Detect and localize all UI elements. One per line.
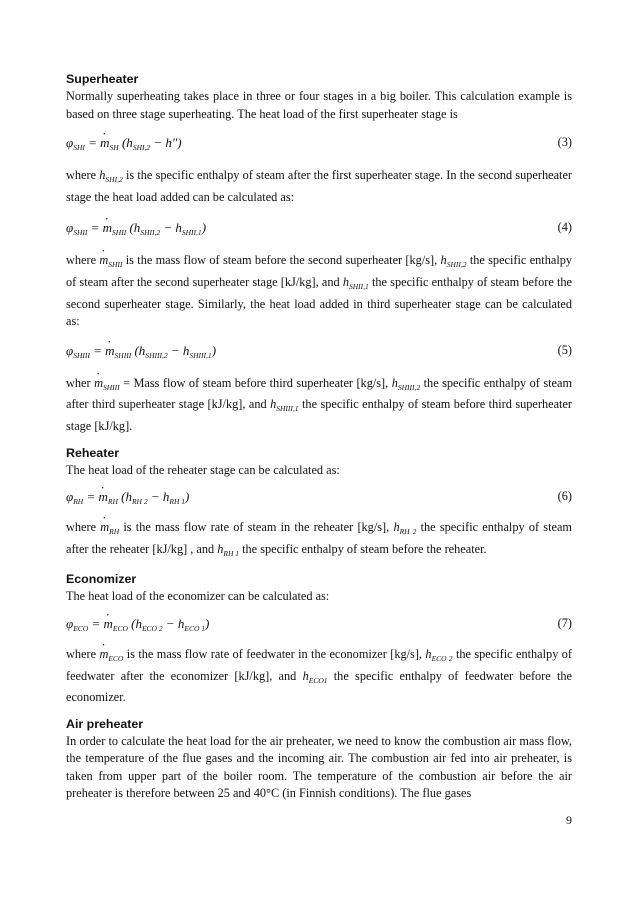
paragraph-reheater-intro: The heat load of the reheater stage can be calculated as: [66, 462, 340, 477]
paragraph-superheater-3: where · $m_{SHII}$ is the mass flow of steam before the second superheater [kg/s], $h_{SHII,2}$ the specific enthalpy of steam after the second superheater stage [kJ/kg], and $h_{SHII,1}$ the specific enthalpy of steam before the second superheater stage. Similarly, the heat load added in third superheater stage can be calculated as: [66, 252, 572, 330]
paragraph-economizer-2: where · $m_{ECO}$ is the mass flow rate of feedwater in the economizer [kg/s], $h_{ECO 2}$ the specific enthalpy of feedwater after the economizer [kJ/kg], and $h_{ECO1}$ the specific enthalpy of feedwater before the economizer. [66, 646, 572, 707]
paragraph-reheater-2: where · $m_{RH}$ is the mass flow rate of steam in the reheater [kg/s], $h_{RH 2}$ the specific enthalpy of steam after the reheater [kJ/kg] , and $h_{RH 1}$ the specific enthalpy of steam before the reheater. [66, 519, 572, 562]
equation-4-number: (4) [557, 220, 572, 235]
equation-5 [66, 343, 572, 363]
equation-5-formula: $\varphi_{SHIII}$ = · $m_{SHIII}$ $(h_{SHIII,2} - h_{SHIII,1})$ [66, 343, 216, 360]
equation-6-formula: $\varphi_{RH}$ = · $m_{RH}$ $(h_{RH 2} - h_{RH 1})$ [66, 489, 189, 506]
equation-3-number: (3) [557, 135, 572, 150]
heading-superheater: Superheater [66, 72, 139, 86]
heading-economizer: Economizer [66, 572, 137, 587]
equation-3-formula: $\varphi_{SHI}$ = · $m_{SH}$ $(h_{SHI,2} - h'')$ [66, 135, 182, 152]
paragraph-economizer-intro: The heat load of the economizer can be calculated as: [66, 589, 330, 604]
equation-5-number: (5) [557, 342, 572, 357]
equation-4 [66, 220, 572, 240]
paragraph-superheater-4: wher · $m_{SHIII}$ = Mass flow of steam before third superheater [kg/s], $h_{SHIII,2}$ the specific enthalpy of steam after third superheater stage [kJ/kg], and $h_{SHIII,1}$ the specific enthalpy of steam before third superheater stage [kJ/kg]. [66, 375, 572, 436]
paragraph-superheater-2: where $h_{SHI,2}$ is the specific enthalpy of steam after the first superheater stage. In the second superheater stage the heat load added can be calculated as: [66, 168, 573, 204]
paragraph-air-preheater: In order to calculate the heat load for the air preheater, we need to know the combustion air mass flow, the temperature of the flue gases and the incoming air. The combustion air fed into air preheater, is taken from upper part of the boiler room. The temperature of the combustion air before the air preheater is therefore between 25 and 40°C (in Finnish conditions). The flue gases [66, 733, 572, 801]
paragraph-superheater-intro: Normally superheating takes place in three or four stages in a big boiler. This calculation example is based on three stage superheating. The heat load of the first superheater stage is [66, 89, 572, 121]
equation-7-number: (7) [557, 615, 572, 630]
equation-6 [66, 489, 572, 509]
heading-air-preheater: Air preheater [66, 716, 144, 731]
equation-7 [66, 616, 572, 636]
equation-6-number: (6) [557, 489, 572, 504]
heading-reheater: Reheater [66, 445, 120, 460]
equation-7-formula: $\varphi_{ECO}$ = · $m_{ECO}$ $(h_{ECO 2} - h_{ECO 1})$ [66, 616, 209, 633]
page-number: 9 [566, 813, 572, 827]
equation-3 [66, 135, 572, 155]
equation-4-formula: $\varphi_{SHII}$ = · $m_{SHII}$ $(h_{SHII,2} - h_{SHII,1})$ [66, 220, 206, 237]
